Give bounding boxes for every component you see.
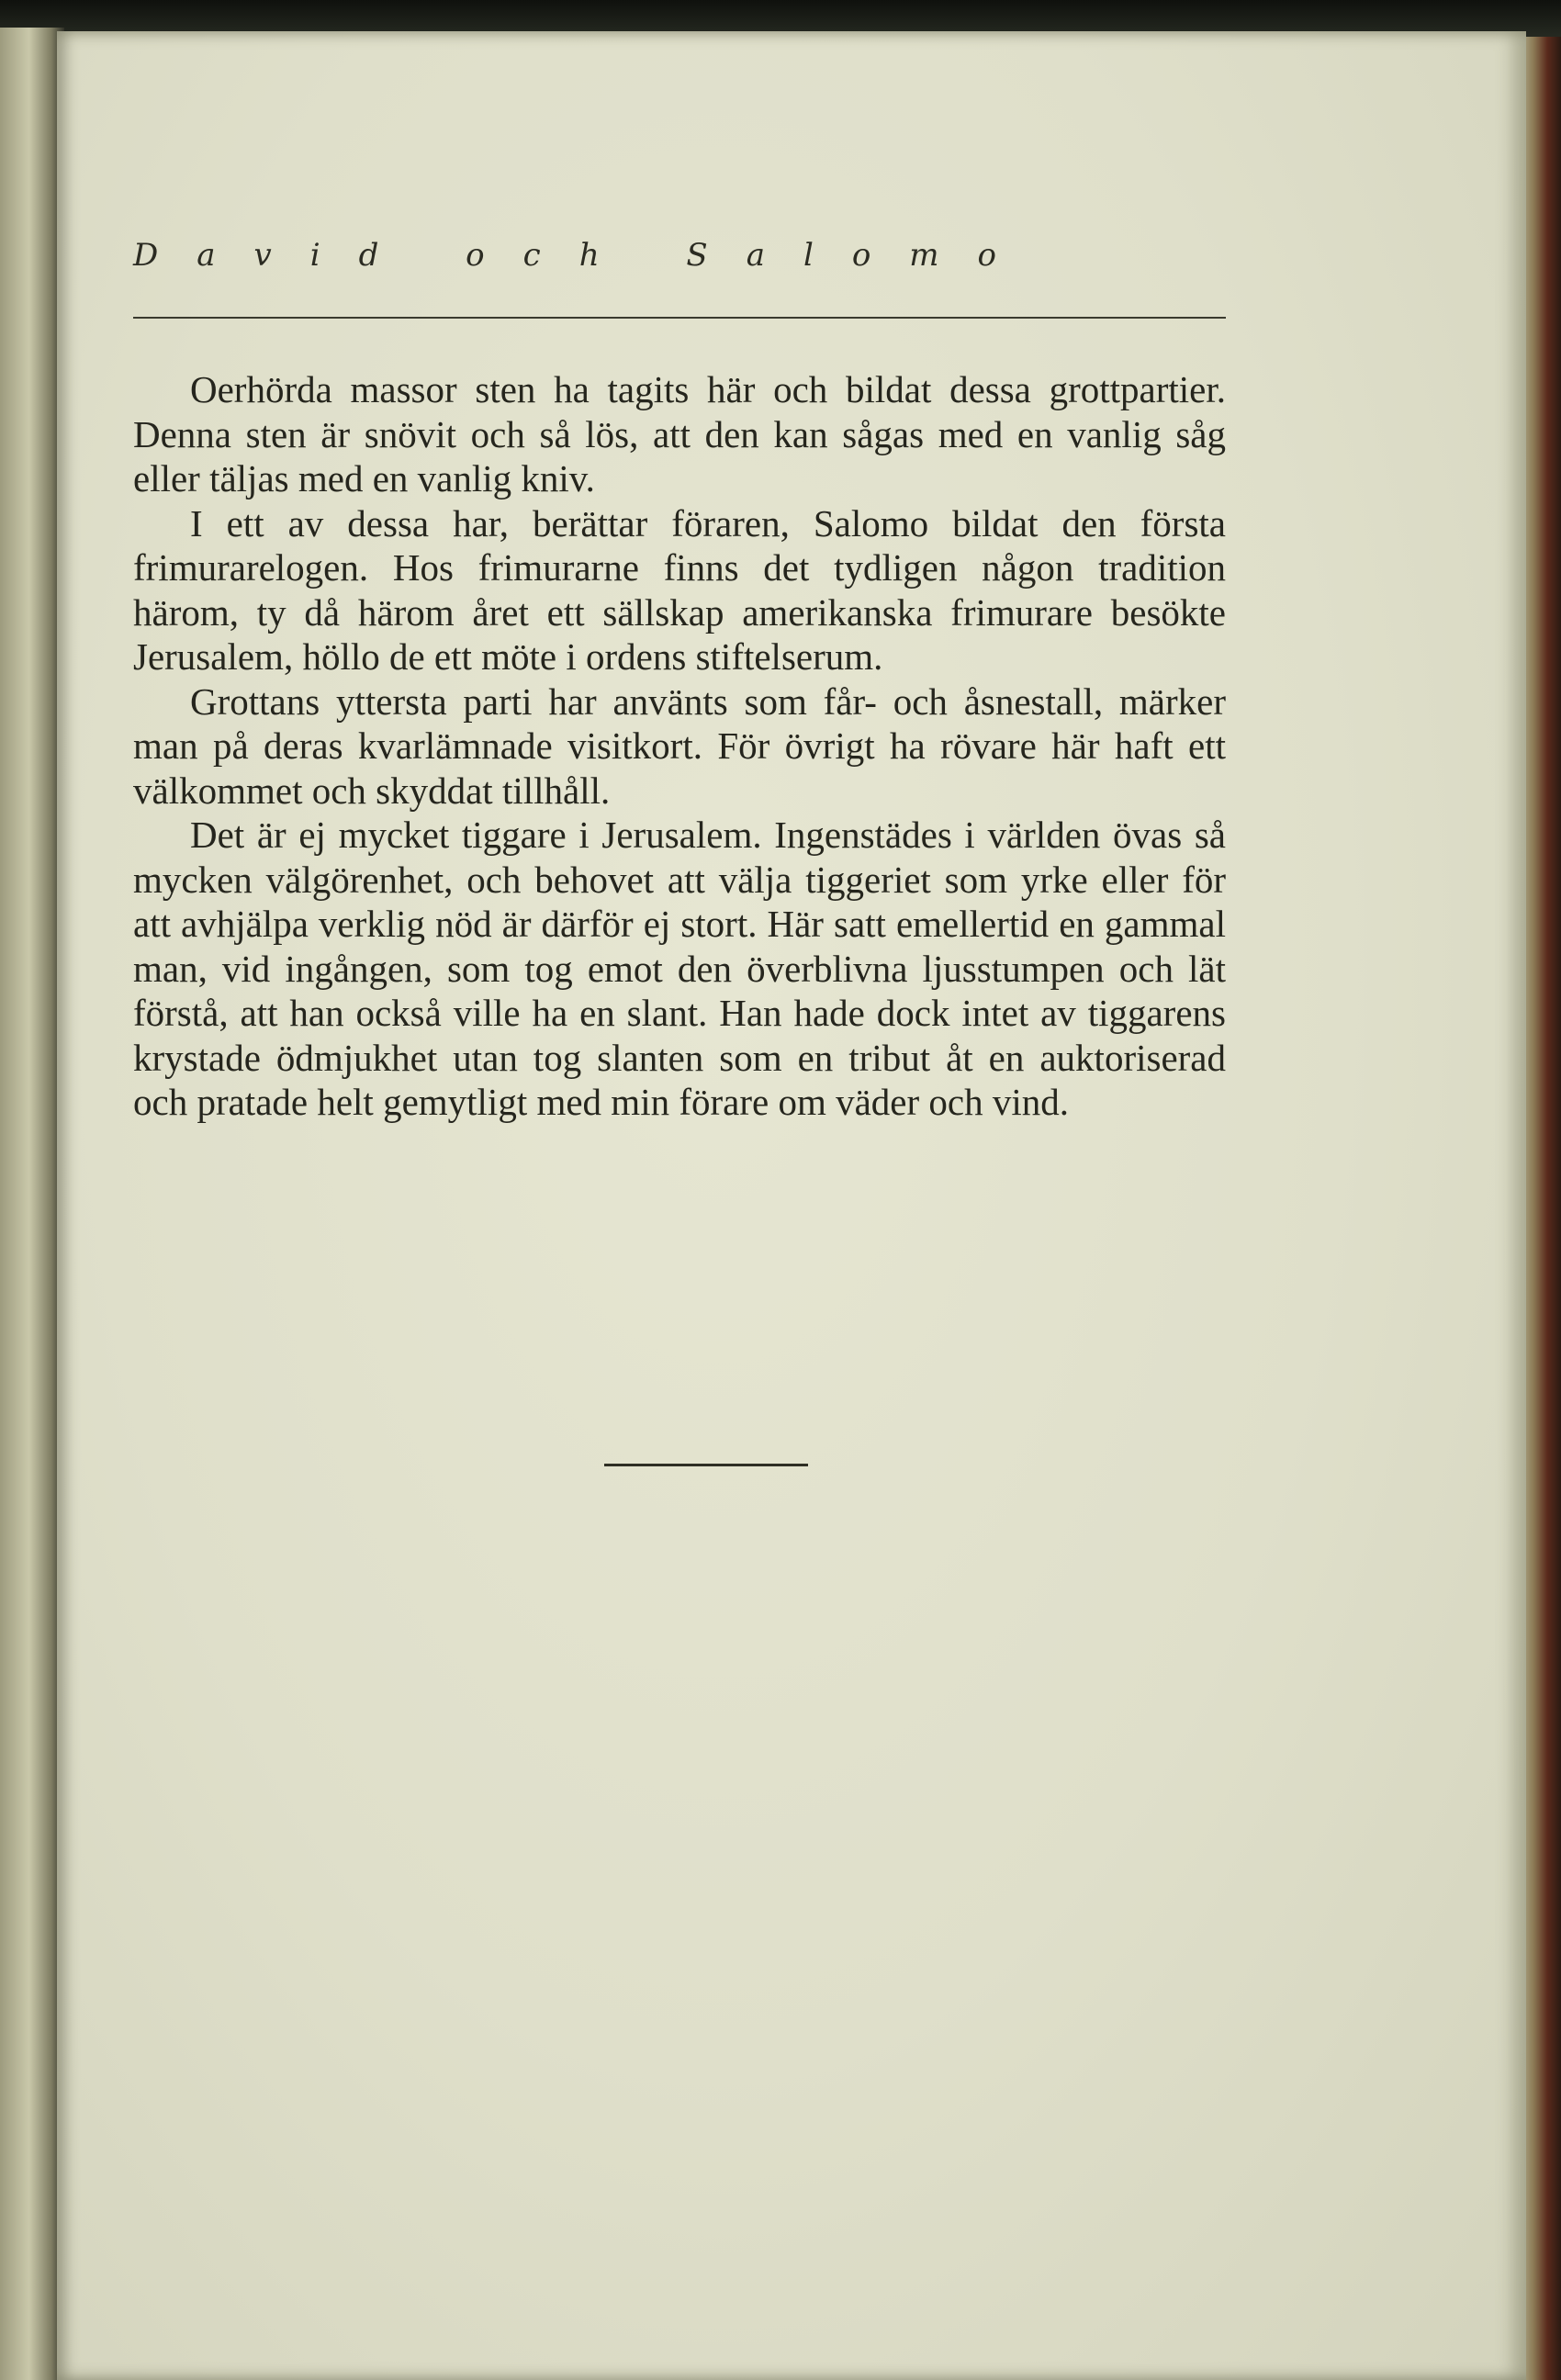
section-end-rule: [604, 1464, 808, 1466]
body-text: [133, 367, 1226, 1125]
paragraph-2: I ett av dessa har, berättar föraren, Salomo bildat den första frimurarelogen. Hos frimurarne finns det tydligen någon tradition härom, ty då härom året ett sällskap amerikanska frimurare besökte Jerusalem, höllo de ett möte i ordens stiftelserum.: [133, 501, 1226, 678]
paragraph-1: Oerhörda massor sten ha tagits här och bildat dessa grottpartier. Denna sten är snövit och så lös, att den kan sågas med en vanlig såg eller täljas med en vanlig kniv.: [133, 368, 1226, 500]
paragraph-4: Det är ej mycket tiggare i Jerusalem. Ingenstädes i världen övas så mycken välgörenhet, och behovet att välja tiggeriet som yrke eller för att avhjälpa verklig nöd är därför ej stort. Här satt emellertid en gammal man, vid ingången, som tog emot den överblivna ljusstumpen och lät förstå, att han också ville ha en slant. Han hade dock intet av tiggarens krystade ödmjukhet utan tog slanten som en tribut åt en auktoriserad och pratade helt gemytligt med min förare om väder och vind.: [133, 814, 1226, 1123]
running-head: David och Salomo: [133, 237, 1036, 274]
header-rule: [133, 317, 1226, 319]
left-page-edge: [0, 28, 64, 2380]
paragraph-3: Grottans yttersta parti har använts som får- och åsnestall, märker man på deras kvarlämnade visitkort. För övrigt ha rövare här haft ett välkommet och skyddat tillhåll.: [133, 679, 1226, 812]
